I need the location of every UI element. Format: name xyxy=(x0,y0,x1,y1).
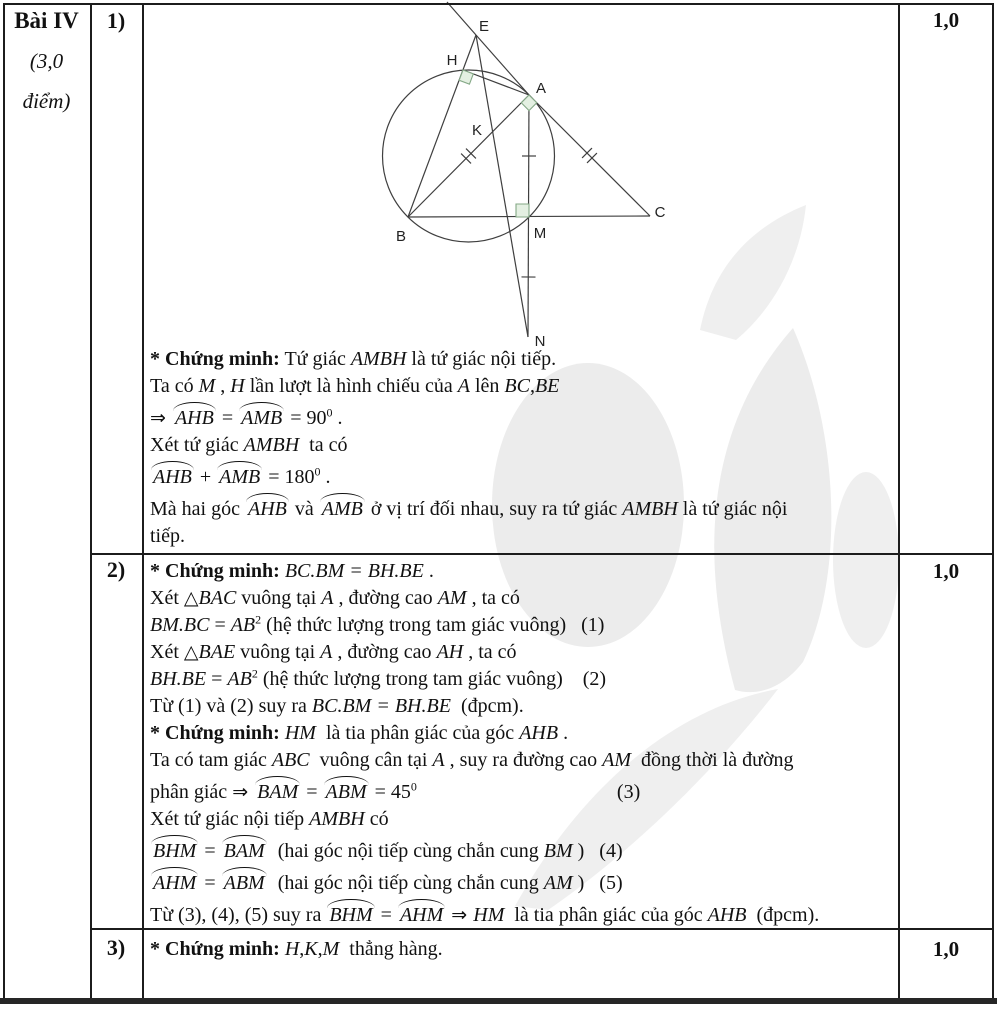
exercise-points-note-1: (3,0 xyxy=(29,49,64,73)
proof-segment: (hai góc nội tiếp cùng chắn cung xyxy=(267,872,544,894)
proof-segment: . xyxy=(320,466,331,488)
proof-line xyxy=(150,585,894,612)
exercise-title: Bài IV xyxy=(14,8,79,33)
proof-line xyxy=(150,720,894,747)
proof-segment: AMB xyxy=(241,407,283,429)
proof-segment: , xyxy=(299,938,305,960)
proof-segment: ABM xyxy=(223,872,265,894)
proof-segment: = 90 xyxy=(285,407,327,429)
proof-segment: , đường cao xyxy=(333,587,438,609)
proof-segment: và xyxy=(289,498,319,520)
proof-segment: AMBH xyxy=(243,434,300,456)
proof-cell-3 xyxy=(150,936,894,963)
figure-point-label-K: K xyxy=(471,121,483,139)
proof-segment: ABC xyxy=(271,749,310,771)
proof-segment: Xét tứ giác xyxy=(150,434,244,456)
proof-segment: AHM xyxy=(153,872,197,894)
figure-point-label-M: M xyxy=(533,224,547,242)
proof-segment: đồng thời là đường xyxy=(631,749,794,771)
part-label-1: 1) xyxy=(106,8,126,33)
proof-segment: Ta có tam giác xyxy=(150,749,272,771)
proof-line xyxy=(150,806,894,833)
proof-segment: BHM xyxy=(329,904,373,926)
proof-segment: AMB xyxy=(219,466,261,488)
proof-segment: 2 xyxy=(255,612,262,627)
part-label-2: 2) xyxy=(106,557,126,582)
proof-segment: (hệ thức lượng trong tam giác vuông) (1) xyxy=(261,614,605,636)
proof-segment: vuông cân tại xyxy=(309,749,433,771)
column-divider-3 xyxy=(898,3,900,1000)
proof-segment: (hệ thức lượng trong tam giác vuông) (2) xyxy=(257,668,607,690)
proof-segment: = xyxy=(209,614,231,636)
proof-segment: ⇒ xyxy=(451,904,474,926)
proof-segment: 0 xyxy=(326,405,333,420)
proof-segment: phân giác xyxy=(150,781,233,803)
proof-segment: = 180 xyxy=(263,466,315,488)
proof-segment: * Chứng minh: xyxy=(150,722,280,744)
proof-segment: AHB xyxy=(247,498,287,520)
proof-segment: ) (4) xyxy=(572,840,623,862)
proof-segment: BAM xyxy=(223,840,265,862)
table-border-top xyxy=(3,3,994,5)
proof-line xyxy=(150,639,894,666)
proof-segment: = xyxy=(206,668,228,690)
proof-segment: * Chứng minh: xyxy=(150,348,280,370)
proof-segment: là tia phân giác của góc xyxy=(504,904,708,926)
proof-segment: BAM xyxy=(257,781,299,803)
proof-segment: AM xyxy=(543,872,573,894)
proof-cell-2 xyxy=(150,558,894,929)
proof-segment: (hai góc nội tiếp cùng chắn cung xyxy=(267,840,544,862)
proof-segment: BM xyxy=(543,840,573,862)
proof-line xyxy=(150,373,894,400)
proof-segment: ABM xyxy=(325,781,367,803)
proof-segment: AHM xyxy=(399,904,444,926)
figure-point-label-B: B xyxy=(395,227,407,245)
proof-segment: Từ (3), (4), (5) suy ra xyxy=(150,904,327,926)
proof-segment: ta có xyxy=(299,434,348,456)
proof-segment: H xyxy=(230,375,245,397)
proof-line xyxy=(150,693,894,720)
proof-line xyxy=(150,747,894,774)
proof-segment: . xyxy=(332,407,343,429)
score-cell-3: 1,0 xyxy=(932,937,960,961)
proof-line xyxy=(150,902,894,929)
proof-segment: 2 xyxy=(251,666,258,681)
proof-segment: . xyxy=(558,722,569,744)
proof-segment: (3) xyxy=(616,781,641,803)
proof-segment: ⇒ xyxy=(232,781,255,803)
proof-line xyxy=(150,838,894,865)
proof-line xyxy=(150,612,894,639)
proof-segment: , ta có xyxy=(466,587,520,609)
proof-segment: , ta có xyxy=(463,641,517,663)
proof-segment: HM xyxy=(284,722,316,744)
proof-segment: HM xyxy=(473,904,505,926)
proof-segment: K xyxy=(304,938,318,960)
proof-segment: AHB xyxy=(519,722,559,744)
score-cell-1: 1,0 xyxy=(932,8,960,32)
proof-segment: vuông tại xyxy=(235,641,321,663)
proof-segment: = 45 xyxy=(369,781,411,803)
proof-segment: H xyxy=(284,938,300,960)
proof-segment: M xyxy=(198,375,216,397)
proof-segment: = xyxy=(199,840,221,862)
proof-segment: ⇒ xyxy=(150,407,172,429)
proof-segment: AMB xyxy=(321,498,363,520)
row-divider-1 xyxy=(90,553,994,555)
proof-segment: Ta có xyxy=(150,375,199,397)
proof-segment: = xyxy=(199,872,221,894)
part-label-3: 3) xyxy=(106,935,126,960)
proof-segment: là tứ giác nội tiếp. xyxy=(406,348,557,370)
proof-segment: BC xyxy=(504,375,530,397)
geometry-figure xyxy=(0,0,997,350)
proof-line xyxy=(150,558,894,585)
proof-segment: vuông tại xyxy=(236,587,322,609)
proof-line xyxy=(150,666,894,693)
proof-line xyxy=(150,432,894,459)
column-divider-2 xyxy=(142,3,144,1000)
proof-segment: có xyxy=(364,808,389,830)
proof-segment: Xét xyxy=(150,587,184,609)
table-border-bottom xyxy=(0,998,997,1004)
proof-segment: ) (5) xyxy=(572,872,623,894)
figure-point-label-N: N xyxy=(534,332,546,350)
proof-segment: AHB xyxy=(707,904,747,926)
proof-line xyxy=(150,405,894,432)
exercise-points-note-2: điểm) xyxy=(22,89,71,113)
proof-segment: A xyxy=(457,375,470,397)
proof-segment: ở vị trí đối nhau, suy ra tứ giác xyxy=(365,498,623,520)
proof-segment: lên xyxy=(469,375,505,397)
column-divider-1 xyxy=(90,3,92,1000)
proof-segment: = xyxy=(375,904,397,926)
proof-line xyxy=(150,523,894,550)
proof-segment: AMBH xyxy=(622,498,678,520)
proof-segment: (đpcm). xyxy=(746,904,820,926)
score-cell-2: 1,0 xyxy=(932,559,960,583)
proof-segment: thẳng hàng. xyxy=(339,938,443,960)
proof-segment: tiếp. xyxy=(150,525,185,547)
proof-segment: AB xyxy=(227,668,252,690)
proof-segment: A xyxy=(321,587,334,609)
proof-segment: là tia phân giác của góc xyxy=(315,722,520,744)
proof-segment: * Chứng minh: xyxy=(150,938,280,960)
proof-line xyxy=(150,346,894,373)
proof-segment: △ xyxy=(183,587,199,609)
proof-segment: Xét tứ giác nội tiếp xyxy=(150,808,310,830)
row-divider-2 xyxy=(90,928,994,930)
figure-point-label-A: A xyxy=(535,79,547,97)
proof-segment: , xyxy=(215,375,231,397)
proof-segment: Xét xyxy=(150,641,184,663)
figure-point-label-H: H xyxy=(446,51,458,69)
proof-cell-1 xyxy=(150,346,894,550)
proof-segment: AHB xyxy=(153,466,192,488)
figure-point-label-C: C xyxy=(654,203,666,221)
proof-line xyxy=(150,464,894,491)
proof-segment: Tứ giác xyxy=(279,348,351,370)
proof-segment: 0 xyxy=(410,779,417,794)
proof-segment: . xyxy=(423,560,434,582)
proof-segment: AMBH xyxy=(350,348,407,370)
proof-segment: BAE xyxy=(198,641,236,663)
proof-line xyxy=(150,936,894,963)
proof-segment: , suy ra đường cao xyxy=(444,749,603,771)
proof-segment: * Chứng minh: xyxy=(150,560,280,582)
proof-segment: AB xyxy=(230,614,256,636)
proof-segment: , xyxy=(529,375,535,397)
proof-segment: = xyxy=(301,781,323,803)
proof-segment: M xyxy=(322,938,340,960)
figure-point-label-E: E xyxy=(478,17,490,35)
proof-segment: BM.BC xyxy=(150,614,210,636)
proof-segment: = xyxy=(216,407,239,429)
proof-segment: BC.BM = BH.BE xyxy=(284,560,424,582)
proof-segment: BH.BE xyxy=(150,668,207,690)
proof-segment: BHM xyxy=(153,840,197,862)
proof-segment: 0 xyxy=(314,464,321,479)
proof-segment: AMBH xyxy=(309,808,365,830)
proof-segment: Mà hai góc xyxy=(150,498,245,520)
proof-segment: lần lượt là hình chiếu của xyxy=(244,375,458,397)
proof-segment: , đường cao xyxy=(332,641,437,663)
proof-segment: AH xyxy=(436,641,464,663)
proof-line xyxy=(150,779,894,806)
proof-segment: AHB xyxy=(174,407,214,429)
exercise-cell xyxy=(3,0,90,114)
proof-segment: BAC xyxy=(198,587,237,609)
proof-segment: , xyxy=(317,938,323,960)
proof-segment: BE xyxy=(534,375,560,397)
proof-segment: △ xyxy=(183,641,199,663)
proof-segment: (đpcm). xyxy=(450,695,524,717)
proof-segment: AM xyxy=(602,749,632,771)
proof-segment: Từ (1) và (2) suy ra xyxy=(150,695,312,717)
proof-line xyxy=(150,870,894,897)
proof-segment: AM xyxy=(437,587,467,609)
table-border-left xyxy=(3,3,5,1000)
proof-segment: là tứ giác nội xyxy=(677,498,788,520)
proof-segment: A xyxy=(432,749,445,771)
proof-segment: BC.BM = BH.BE xyxy=(311,695,451,717)
proof-segment: A xyxy=(320,641,333,663)
table-border-right xyxy=(992,3,994,1000)
proof-segment: + xyxy=(194,466,217,488)
proof-line xyxy=(150,496,894,523)
